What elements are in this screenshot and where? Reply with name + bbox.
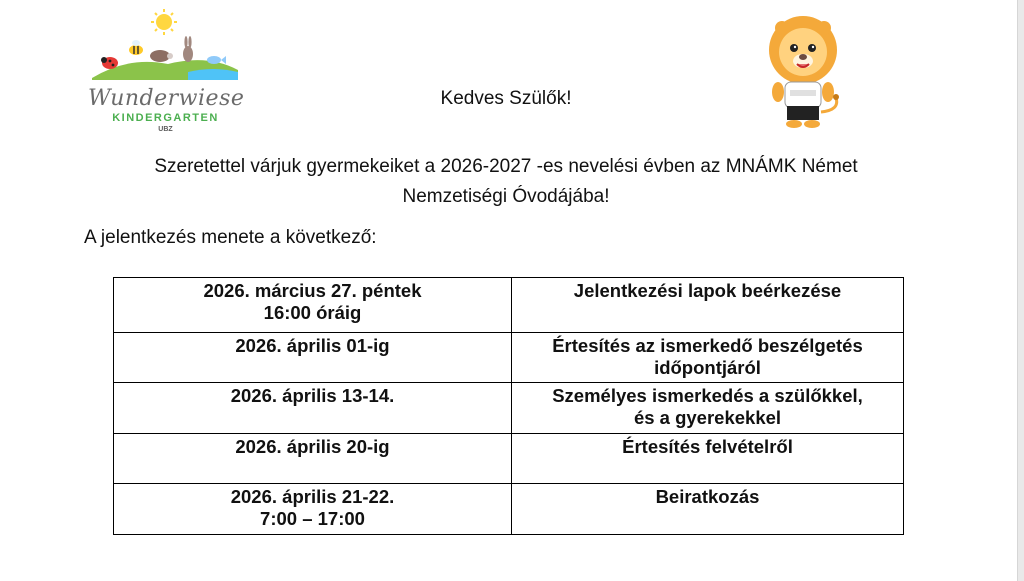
schedule-date-cell bbox=[114, 333, 512, 383]
logo-illustration-icon bbox=[88, 8, 243, 88]
date-line: 2026. március 27. péntek bbox=[203, 280, 422, 301]
date-line: 2026. április 21-22. bbox=[230, 486, 395, 507]
date-line: 7:00 – 17:00 bbox=[260, 508, 365, 529]
schedule-event-cell bbox=[512, 278, 904, 333]
schedule-event-cell bbox=[512, 434, 904, 484]
date-line: 2026. április 13-14. bbox=[230, 385, 395, 406]
schedule-row bbox=[114, 434, 904, 484]
logo-subtitle: KINDERGARTEN bbox=[112, 112, 219, 124]
logo-tag: UBZ bbox=[158, 126, 173, 133]
schedule-date-cell bbox=[114, 434, 512, 484]
schedule-event-cell bbox=[512, 333, 904, 383]
event-line: Személyes ismerkedés a szülőkkel, bbox=[552, 385, 863, 406]
schedule-row bbox=[114, 383, 904, 434]
event-line: Beiratkozás bbox=[655, 486, 760, 507]
kindergarten-logo bbox=[88, 8, 243, 133]
date-line: 2026. április 20-ig bbox=[235, 436, 390, 457]
schedule-event-cell bbox=[512, 484, 904, 535]
schedule-date-cell bbox=[114, 278, 512, 333]
lion-mascot-icon bbox=[758, 14, 848, 130]
schedule-row bbox=[114, 278, 904, 333]
event-line: időpontjáról bbox=[654, 357, 761, 378]
process-label: A jelentkezés menete a következő: bbox=[84, 227, 377, 248]
intro-line: Szeretettel várjuk gyermekeiket a 2026-2027 -es nevelési évben az MNÁMK Német bbox=[154, 156, 858, 177]
schedule-table bbox=[113, 277, 904, 535]
event-line: és a gyerekekkel bbox=[633, 407, 782, 428]
date-line: 16:00 óráig bbox=[263, 302, 362, 323]
schedule-date-cell bbox=[114, 484, 512, 535]
schedule-date-cell bbox=[114, 383, 512, 434]
event-line: Értesítés felvételről bbox=[622, 436, 793, 457]
intro-paragraph bbox=[0, 152, 1012, 212]
logo-wordmark: Wunderwiese bbox=[88, 86, 245, 111]
page-edge bbox=[1017, 0, 1024, 581]
greeting-heading: Kedves Szülők! bbox=[440, 88, 572, 109]
schedule-row bbox=[114, 333, 904, 383]
event-line: Értesítés az ismerkedő beszélgetés bbox=[552, 335, 863, 356]
schedule-event-cell bbox=[512, 383, 904, 434]
event-line: Jelentkezési lapok beérkezése bbox=[573, 280, 842, 301]
date-line: 2026. április 01-ig bbox=[235, 335, 390, 356]
schedule-row bbox=[114, 484, 904, 535]
intro-line: Nemzetiségi Óvodájába! bbox=[402, 186, 610, 207]
